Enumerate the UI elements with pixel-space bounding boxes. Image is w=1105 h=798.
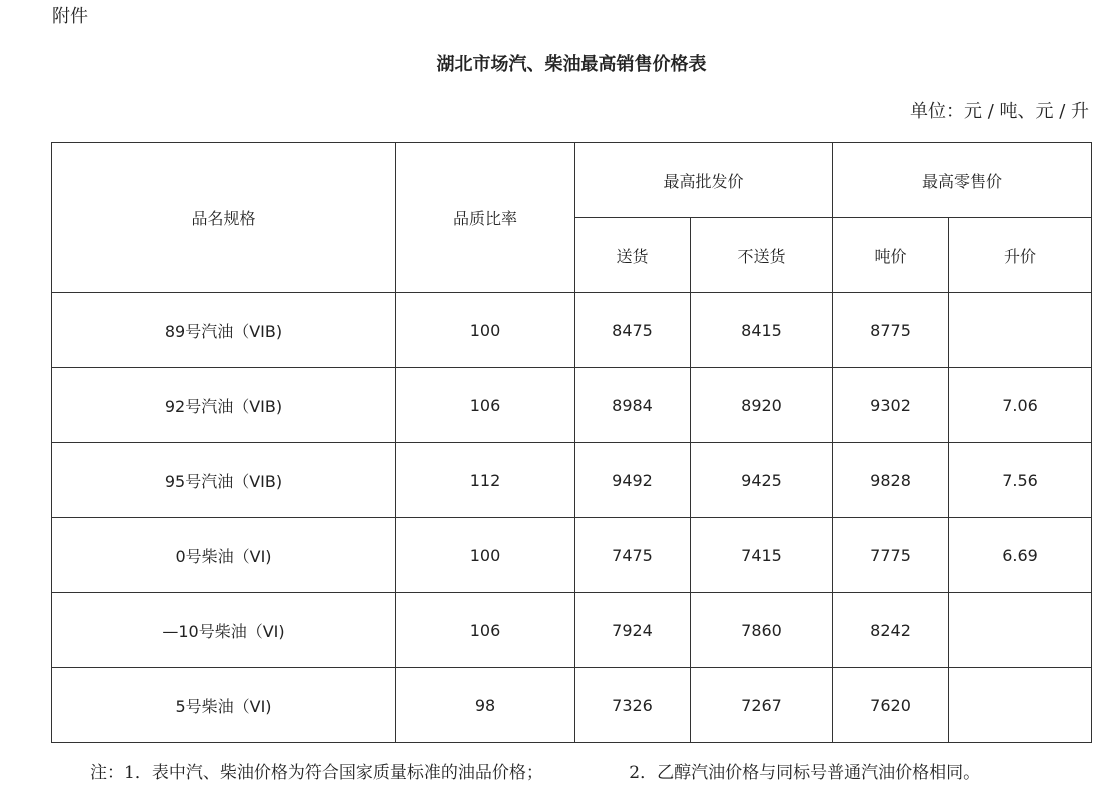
table-row bbox=[52, 293, 1092, 368]
cell-no-delivery: 8920 bbox=[691, 368, 833, 443]
cell-per-liter bbox=[949, 293, 1092, 368]
cell-delivery: 9492 bbox=[575, 443, 691, 518]
cell-quality-ratio: 98 bbox=[396, 668, 575, 743]
cell-per-ton: 9302 bbox=[833, 368, 949, 443]
header-per-liter: 升价 bbox=[949, 218, 1092, 293]
unit-label: 单位：元 / 吨、元 / 升 bbox=[909, 101, 1089, 122]
cell-delivery: 7924 bbox=[575, 593, 691, 668]
cell-no-delivery: 8415 bbox=[691, 293, 833, 368]
header-product: 品名规格 bbox=[52, 143, 396, 293]
cell-product: 0号柴油（VI) bbox=[52, 518, 396, 593]
cell-per-liter bbox=[949, 668, 1092, 743]
table-row bbox=[52, 518, 1092, 593]
cell-no-delivery: 7415 bbox=[691, 518, 833, 593]
header-retail-group: 最高零售价 bbox=[833, 143, 1092, 218]
cell-quality-ratio: 100 bbox=[396, 293, 575, 368]
table-header-row bbox=[52, 143, 1092, 218]
page-title: 湖北市场汽、柴油最高销售价格表 bbox=[436, 54, 707, 75]
cell-product: 89号汽油（VIB) bbox=[52, 293, 396, 368]
cell-product: 5号柴油（VI) bbox=[52, 668, 396, 743]
footnote-part-2: 2．乙醇汽油价格与同标号普通汽油价格相同。 bbox=[629, 763, 981, 783]
cell-quality-ratio: 106 bbox=[396, 593, 575, 668]
cell-product: 92号汽油（VIB) bbox=[52, 368, 396, 443]
cell-quality-ratio: 112 bbox=[396, 443, 575, 518]
header-quality-ratio: 品质比率 bbox=[396, 143, 575, 293]
cell-no-delivery: 7267 bbox=[691, 668, 833, 743]
header-wholesale-group: 最高批发价 bbox=[575, 143, 833, 218]
cell-per-ton: 7620 bbox=[833, 668, 949, 743]
price-table bbox=[51, 142, 1092, 743]
header-delivery: 送货 bbox=[575, 218, 691, 293]
cell-delivery: 8984 bbox=[575, 368, 691, 443]
table-row bbox=[52, 368, 1092, 443]
cell-no-delivery: 7860 bbox=[691, 593, 833, 668]
header-per-ton: 吨价 bbox=[833, 218, 949, 293]
cell-per-liter: 7.06 bbox=[949, 368, 1092, 443]
cell-per-ton: 7775 bbox=[833, 518, 949, 593]
header-no-delivery: 不送货 bbox=[691, 218, 833, 293]
cell-per-ton: 9828 bbox=[833, 443, 949, 518]
table-row bbox=[52, 443, 1092, 518]
cell-product: —10号柴油（VI) bbox=[52, 593, 396, 668]
cell-delivery: 7475 bbox=[575, 518, 691, 593]
cell-quality-ratio: 100 bbox=[396, 518, 575, 593]
cell-per-ton: 8242 bbox=[833, 593, 949, 668]
footnote-part-1: 注：1．表中汽、柴油价格为符合国家质量标准的油品价格； bbox=[90, 763, 543, 783]
cell-per-liter: 7.56 bbox=[949, 443, 1092, 518]
cell-quality-ratio: 106 bbox=[396, 368, 575, 443]
cell-product: 95号汽油（VIB) bbox=[52, 443, 396, 518]
cell-delivery: 7326 bbox=[575, 668, 691, 743]
table-row bbox=[52, 668, 1092, 743]
cell-per-ton: 8775 bbox=[833, 293, 949, 368]
table-row bbox=[52, 593, 1092, 668]
cell-delivery: 8475 bbox=[575, 293, 691, 368]
footnote bbox=[90, 762, 980, 784]
attachment-label: 附件 bbox=[52, 6, 88, 27]
cell-per-liter bbox=[949, 593, 1092, 668]
cell-no-delivery: 9425 bbox=[691, 443, 833, 518]
cell-per-liter: 6.69 bbox=[949, 518, 1092, 593]
